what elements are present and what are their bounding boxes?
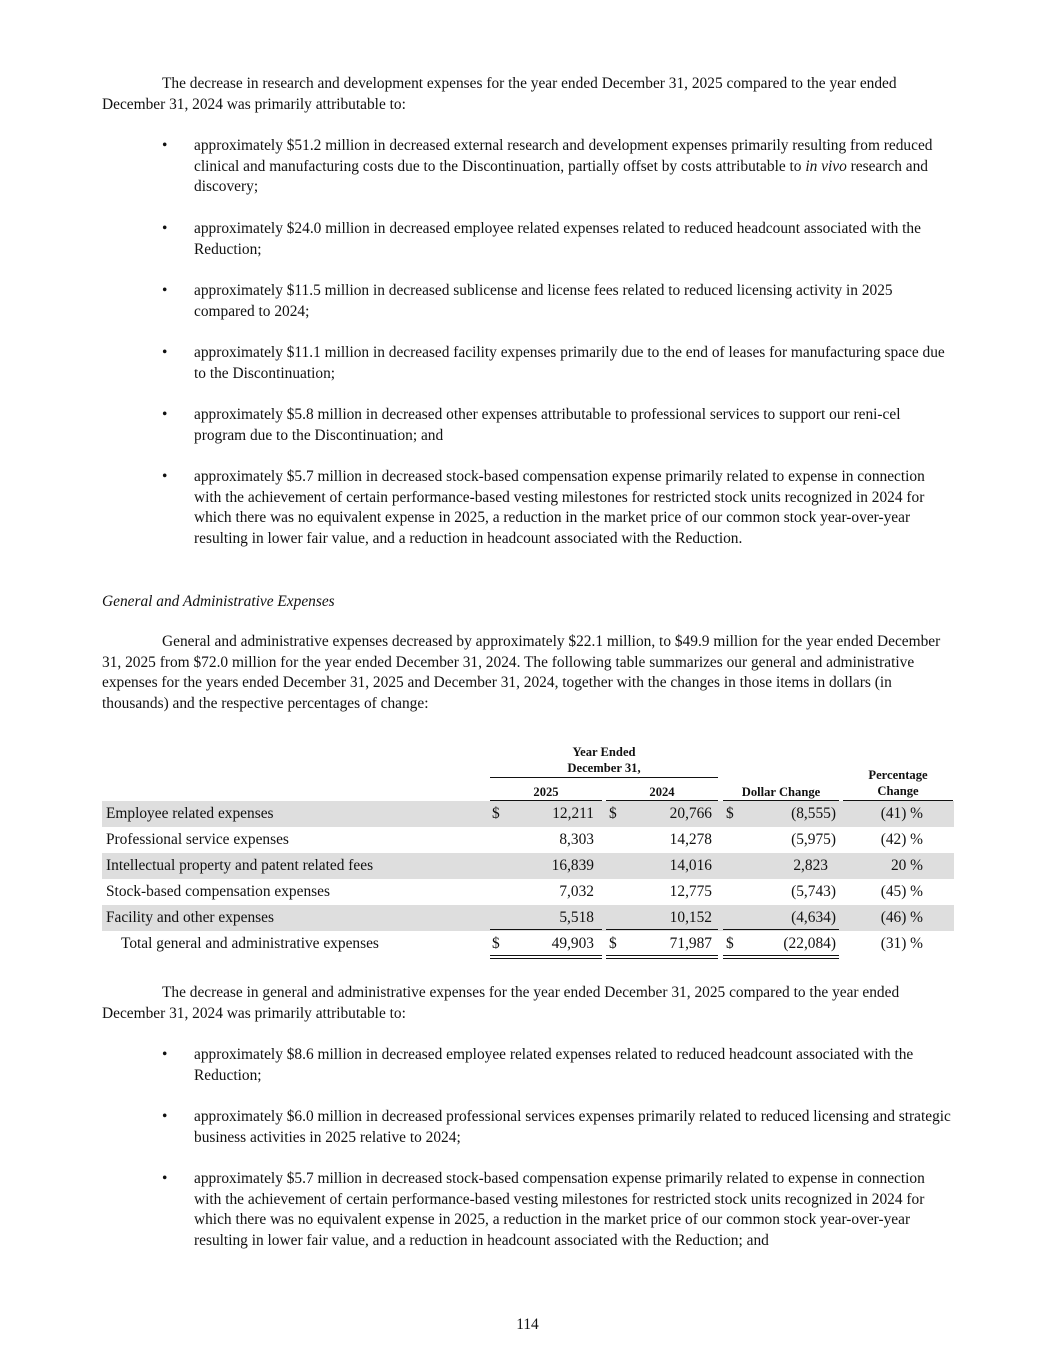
rd-bullet-6: • approximately $5.7 million in decreased stock-based compensation expense primarily related to expense in connection with the achievement of certain performance-based vesting milestones for restricted stock units recognized in 2024 for which there was no equivalent expense in 2025, a reduction in the market price of our common stock year-over-year resulting in lower fair value, and a reduction in headcount associated with the Reduction. [162,468,925,547]
table-row: Employee related expenses $ 12,211 $ 20,766 $ (8,555) (41) % [102,801,954,827]
bullet-icon: • [162,1046,168,1063]
rd-bullet-5: • approximately $5.8 million in decreased other expenses attributable to professional services to support our reni-cel program due to the Discontinuation; and [162,406,901,444]
total-double-rule-2025-b [490,958,602,959]
header-group-rule [490,777,718,778]
bullet-icon: • [162,1108,168,1125]
total-double-rule-2024-a [606,955,718,956]
subtotal-rule-2025 [490,929,602,930]
header-2024: 2024 [649,785,675,799]
bullet-icon: • [162,282,168,299]
table-row: Stock-based compensation expenses 7,032 12,775 (5,743) (45) % [106,883,923,900]
ga-bullet-2: • approximately $6.0 million in decreased professional services expenses primarily related to reduced licensing and strategic business activities in 2025 relative to 2024; [162,1108,951,1146]
ga-bullet-1: • approximately $8.6 million in decreased employee related expenses related to reduced headcount associated with the Reduction; [162,1046,914,1084]
bullet-icon: • [162,468,168,485]
rd-bullet-4: • approximately $11.1 million in decreased facility expenses primarily due to the end of leases for manufacturing space due to the Discontinuation; [162,344,945,382]
total-double-rule-2025-a [490,955,602,956]
ga-decrease-intro: The decrease in general and administrative expenses for the year ended December 31, 2025 compared to the year ended December 31, 2024 was primarily attributable to: [102,984,900,1022]
bullet-icon: • [162,344,168,361]
header-dollar-change: Dollar Change [741,785,821,799]
bullet-icon: • [162,220,168,237]
bullet-icon: • [162,406,168,423]
header-year-ended: Year Ended December 31, [567,745,641,775]
subtotal-rule-2024 [606,929,718,930]
table-row: Professional service expenses 8,303 14,278 (5,975) (42) % [106,831,923,848]
bullet-icon: • [162,1170,168,1187]
rd-bullet-3: • approximately $11.5 million in decreased sublicense and license fees related to reduced licensing activity in 2025 compared to 2024; [162,282,893,320]
rd-bullet-2: • approximately $24.0 million in decreased employee related expenses related to reduced headcount associated with the Reduction; [162,220,921,258]
table-row: Facility and other expenses 5,518 10,152 (4,634) (46) % [102,905,954,931]
total-double-rule-dollar-a [723,955,839,956]
total-double-rule-dollar-b [723,958,839,959]
header-percentage-change: Percentage Change [868,768,928,798]
ga-bullet-3: • approximately $5.7 million in decreased stock-based compensation expense primarily related to expense in connection with the achievement of certain performance-based vesting milestones for restricted stock units recognized in 2024 for which there was no equivalent expense in 2025, a reduction in the market price of our common stock year-over-year resulting in lower fair value, and a reduction in headcount associated with the Reduction; and [162,1170,925,1249]
header-2025: 2025 [533,785,559,799]
subtotal-rule-dollar [723,929,839,930]
table-row: Intellectual property and patent related fees 16,839 14,016 2,823 20 % [102,853,954,879]
total-double-rule-2024-b [606,958,718,959]
bullet-icon: • [162,137,168,154]
page-number: 114 [516,1316,539,1333]
ga-section-heading: General and Administrative Expenses [102,593,335,610]
ga-intro-paragraph: General and administrative expenses decreased by approximately $22.1 million, to $49.9 million for the year ended December 31, 2025 from $72.0 million for the year ended December 31, 2024. The following table summarizes our general and administrative expenses for the years ended December 31, 2025 and December 31, 2024, together with the changes in those items in dollars (in thousands) and the respective percentages of change: [102,633,941,712]
rd-decrease-intro: The decrease in research and development expenses for the year ended December 31, 2025 compared to the year ended December 31, 2024 was primarily attributable to: [102,75,897,113]
table-row-total: Total general and administrative expenses $ 49,903 $ 71,987 $ (22,084) (31) % [121,935,923,952]
rd-bullet-1: • approximately $51.2 million in decreased external research and development expenses primarily resulting from reduced clinical and manufacturing costs due to the Discontinuation, partially offset by costs attributable to in vivo research and discovery; [162,137,933,196]
